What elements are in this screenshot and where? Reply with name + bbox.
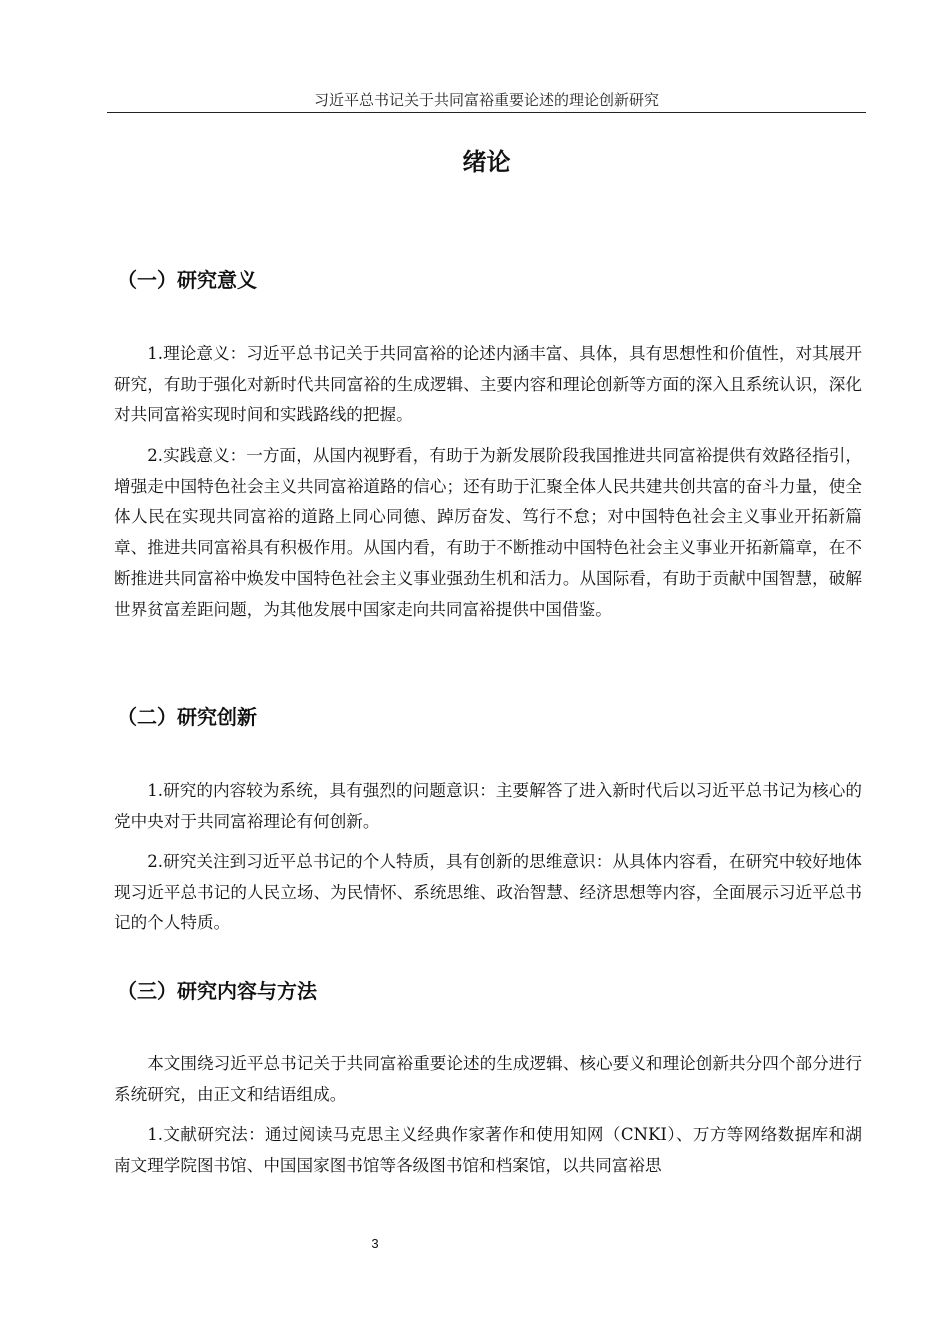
paragraph: 2.研究关注到习近平总书记的个人特质，具有创新的思维意识：从具体内容看，在研究中较好地体现习近平总书记的人民立场、为民情怀、系统思维、政治智慧、经济思想等内容，全面展示习近平总书记的个人特质。 — [114, 852, 862, 933]
paragraph: 2.实践意义：一方面，从国内视野看，有助于为新发展阶段我国推进共同富裕提供有效路径指引，增强走中国特色社会主义共同富裕道路的信心；还有助于汇聚全体人民共建共创共富的奋斗力量，使全体人民在实现共同富裕的道路上同心同德、踔厉奋发、笃行不怠；对中国特色社会主义事业开拓新篇章、推进共同富裕具有积极作用。从国内看，有助于不断推动中国特色社会主义事业开拓新篇章，在不断推进共同富裕中焕发中国特色社会主义事业强劲生机和活力。从国际看，有助于贡献中国智慧，破解世界贫富差距问题，为其他发展中国家走向共同富裕提供中国借鉴。 — [114, 446, 862, 619]
header-rule — [107, 112, 866, 113]
section-heading-innovation: （二）研究创新 — [117, 705, 257, 729]
paragraph: 1.理论意义：习近平总书记关于共同富裕的论述内涵丰富、具体，具有思想性和价值性，对其展开研究，有助于强化对新时代共同富裕的生成逻辑、主要内容和理论创新等方面的深入且系统认识，深化对共同富裕实现时间和实践路线的把握。 — [114, 344, 862, 425]
page-number: 3 — [371, 1236, 379, 1251]
paragraph: 本文围绕习近平总书记关于共同富裕重要论述的生成逻辑、核心要义和理论创新共分四个部分进行系统研究，由正文和结语组成。 — [114, 1054, 862, 1104]
running-header: 习近平总书记关于共同富裕重要论述的理论创新研究 — [313, 91, 659, 109]
section-heading-significance: （一）研究意义 — [117, 268, 257, 292]
section-heading-content-methods: （三）研究内容与方法 — [117, 979, 317, 1003]
chapter-title: 绪论 — [462, 148, 511, 176]
paragraph: 1.文献研究法：通过阅读马克思主义经典作家著作和使用知网（CNKI）、万方等网络数据库和湖南文理学院图书馆、中国国家图书馆等各级图书馆和档案馆，以共同富裕思 — [114, 1125, 862, 1175]
paragraph: 1.研究的内容较为系统，具有强烈的问题意识：主要解答了进入新时代后以习近平总书记为核心的党中央对于共同富裕理论有何创新。 — [114, 781, 862, 831]
